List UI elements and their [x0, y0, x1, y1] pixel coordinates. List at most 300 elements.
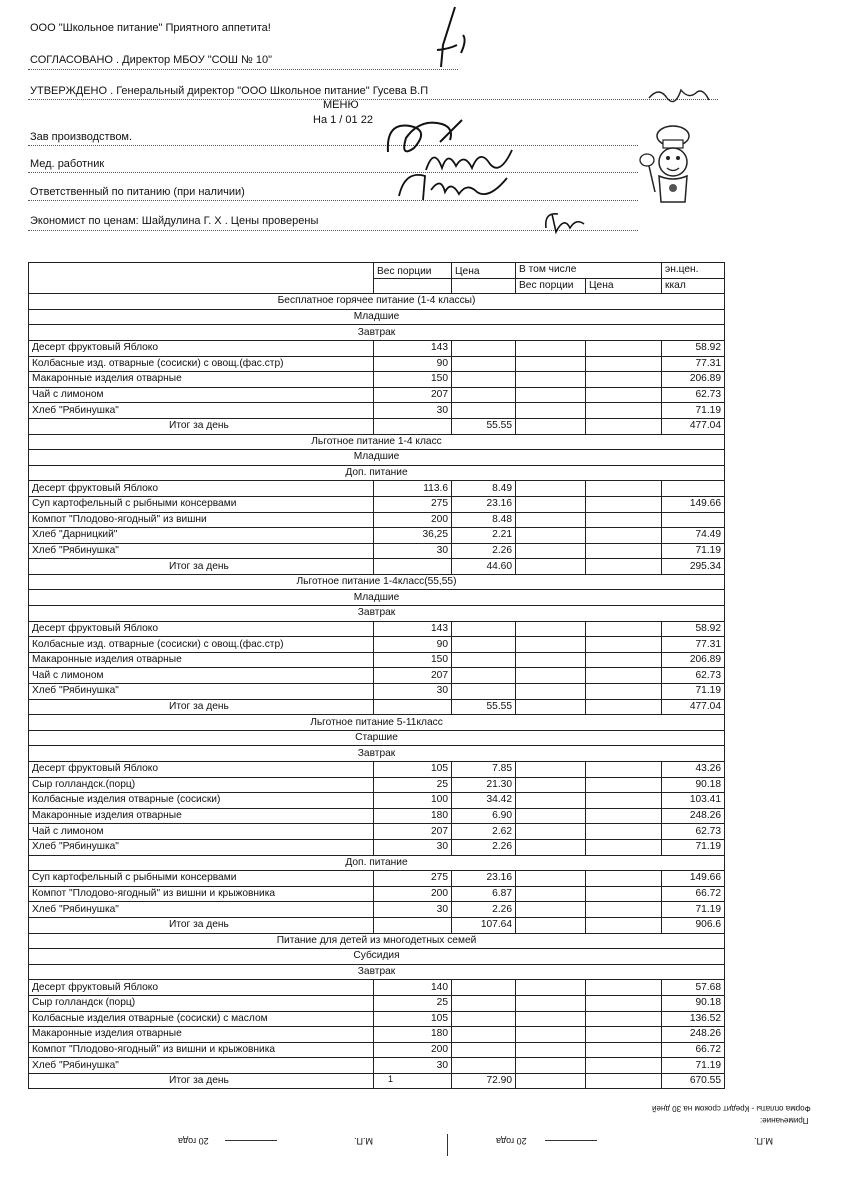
dish-weight: 143: [374, 340, 452, 356]
dish-weight: 207: [374, 387, 452, 403]
dish-price: [452, 652, 516, 668]
sub-weight-cell: [516, 543, 586, 559]
section-row: [29, 434, 725, 450]
section-row: [29, 325, 725, 341]
table-row: [29, 902, 725, 918]
sub-price-cell: [586, 839, 662, 855]
dish-name: Хлеб "Рябинушка": [29, 543, 374, 559]
sub-price-cell: [586, 1058, 662, 1074]
divider: [28, 69, 458, 70]
dish-price: 2.21: [452, 528, 516, 544]
dish-name: Хлеб "Рябинушка": [29, 839, 374, 855]
total-label: Итог за день: [29, 1073, 374, 1089]
table-row: [29, 403, 725, 419]
dish-price: [452, 637, 516, 653]
dish-weight: 207: [374, 668, 452, 684]
head-production-line: Зав производством.: [30, 131, 133, 143]
dish-kcal: 74.49: [662, 528, 725, 544]
sub-weight-cell: [516, 512, 586, 528]
dish-kcal: 58.92: [662, 340, 725, 356]
responsible-line: Ответственный по питанию (при наличии): [30, 186, 245, 198]
sub-weight-cell: [516, 699, 586, 715]
section-title: Льготное питание 5-11класс: [29, 715, 725, 731]
dish-weight: 200: [374, 1042, 452, 1058]
divider: [28, 172, 638, 173]
dish-price: [452, 372, 516, 388]
section-row: [29, 933, 725, 949]
dish-weight: 113.6: [374, 481, 452, 497]
sub-price-cell: [586, 762, 662, 778]
section-title: Завтрак: [29, 325, 725, 341]
sub-weight-cell: [516, 886, 586, 902]
sub-weight-cell: [516, 621, 586, 637]
dish-weight: 30: [374, 543, 452, 559]
sub-price-cell: [586, 372, 662, 388]
table-row: [29, 668, 725, 684]
dish-price: [452, 1058, 516, 1074]
signature-approved: [645, 80, 715, 110]
section-title: Старшие: [29, 730, 725, 746]
sub-weight-cell: [516, 995, 586, 1011]
total-row: [29, 699, 725, 715]
dish-price: 23.16: [452, 871, 516, 887]
table-row: [29, 1027, 725, 1043]
dish-weight: 105: [374, 1011, 452, 1027]
dish-price: 6.90: [452, 808, 516, 824]
year-right: 20 года: [496, 1136, 527, 1146]
section-title: Льготное питание 1-4 класс: [29, 434, 725, 450]
total-price: 55.55: [452, 418, 516, 434]
dish-kcal: 62.73: [662, 824, 725, 840]
dish-weight: 143: [374, 621, 452, 637]
dish-name: Колбасные изделия отварные (сосиски) с маслом: [29, 1011, 374, 1027]
dish-kcal: 77.31: [662, 637, 725, 653]
dish-name: Хлеб "Рябинушка": [29, 684, 374, 700]
total-price: 107.64: [452, 917, 516, 933]
header-sub-portion: Вес порции: [516, 278, 586, 294]
dish-price: [452, 1027, 516, 1043]
dish-weight: 30: [374, 1058, 452, 1074]
sub-price-cell: [586, 543, 662, 559]
sub-weight-cell: [516, 559, 586, 575]
total-row: [29, 1073, 725, 1089]
sub-weight-cell: [516, 980, 586, 996]
dish-name: Колбасные изд. отварные (сосиски) с овощ.(фас.стр): [29, 356, 374, 372]
total-label: Итог за день: [29, 699, 374, 715]
section-row: [29, 746, 725, 762]
dish-name: Суп картофельный с рыбными консервами: [29, 871, 374, 887]
section-title: Завтрак: [29, 964, 725, 980]
sub-price-cell: [586, 995, 662, 1011]
total-price: 44.60: [452, 559, 516, 575]
sub-price-cell: [586, 668, 662, 684]
signature-stroke: [415, 5, 485, 75]
chef-logo-icon: [625, 118, 705, 208]
table-row: [29, 637, 725, 653]
sub-price-cell: [586, 652, 662, 668]
note-label: Примечание:: [760, 1116, 809, 1125]
section-row: [29, 715, 725, 731]
sub-weight-cell: [516, 356, 586, 372]
dish-weight: 140: [374, 980, 452, 996]
dish-price: 8.48: [452, 512, 516, 528]
dish-kcal: 71.19: [662, 684, 725, 700]
dish-kcal: 149.66: [662, 496, 725, 512]
total-kcal: 906.6: [662, 917, 725, 933]
table-row: [29, 543, 725, 559]
menu-title: МЕНЮ: [323, 99, 359, 111]
sub-price-cell: [586, 1042, 662, 1058]
section-row: [29, 855, 725, 871]
dish-kcal: [662, 481, 725, 497]
section-title: Бесплатное горячее питание (1-4 классы): [29, 294, 725, 310]
stamp-left: М.П.: [354, 1136, 373, 1146]
sub-price-cell: [586, 902, 662, 918]
sub-weight-cell: [516, 340, 586, 356]
table-row: [29, 512, 725, 528]
table-row: [29, 356, 725, 372]
sub-weight-cell: [516, 652, 586, 668]
dish-price: [452, 684, 516, 700]
medic-line: Мед. работник: [30, 158, 105, 170]
economist-line: Экономист по ценам: Шайдулина Г. Х . Цены проверены: [30, 215, 319, 227]
dish-name: Макаронные изделия отварные: [29, 808, 374, 824]
dish-weight: 90: [374, 356, 452, 372]
sub-price-cell: [586, 403, 662, 419]
dish-name: Макаронные изделия отварные: [29, 652, 374, 668]
dish-kcal: 90.18: [662, 777, 725, 793]
dish-kcal: 66.72: [662, 886, 725, 902]
dish-kcal: 136.52: [662, 1011, 725, 1027]
dish-weight: 25: [374, 995, 452, 1011]
table-row: [29, 839, 725, 855]
sub-weight-cell: [516, 684, 586, 700]
weight-cell: [374, 917, 452, 933]
section-row: [29, 294, 725, 310]
divider: [28, 99, 718, 100]
dish-name: Макаронные изделия отварные: [29, 1027, 374, 1043]
header-portion-cont: [374, 278, 452, 294]
dish-name: Десерт фруктовый Яблоко: [29, 980, 374, 996]
dish-name: Десерт фруктовый Яблоко: [29, 621, 374, 637]
dish-price: 34.42: [452, 793, 516, 809]
dish-price: 7.85: [452, 762, 516, 778]
table-row: [29, 1011, 725, 1027]
sub-weight-cell: [516, 481, 586, 497]
section-title: Питание для детей из многодетных семей: [29, 933, 725, 949]
sub-price-cell: [586, 512, 662, 528]
total-row: [29, 418, 725, 434]
dish-kcal: [662, 512, 725, 528]
section-title: Младшие: [29, 450, 725, 466]
dish-name: Компот "Плодово-ягодный" из вишни и крыжовника: [29, 1042, 374, 1058]
header-portion: Вес порции: [374, 263, 452, 279]
table-row: [29, 621, 725, 637]
sub-price-cell: [586, 1027, 662, 1043]
note-text: Форма оплаты - Кредит сроком на 30 дней: [652, 1104, 811, 1113]
dish-name: Десерт фруктовый Яблоко: [29, 481, 374, 497]
table-row: [29, 684, 725, 700]
total-price: 72.90: [452, 1073, 516, 1089]
sub-price-cell: [586, 699, 662, 715]
dish-kcal: 149.66: [662, 871, 725, 887]
dish-weight: 275: [374, 871, 452, 887]
dish-name: Компот "Плодово-ягодный" из вишни и крыжовника: [29, 886, 374, 902]
approved-line: УТВЕРЖДЕНО . Генеральный директор "ООО Школьное питание" Гусева В.П: [30, 85, 429, 97]
dish-weight: 105: [374, 762, 452, 778]
sub-price-cell: [586, 684, 662, 700]
dish-price: 6.87: [452, 886, 516, 902]
dish-weight: 36,25: [374, 528, 452, 544]
section-title: Младшие: [29, 590, 725, 606]
company-line: ООО "Школьное питание" Приятного аппетита!: [30, 22, 271, 34]
signature-economist: [540, 206, 590, 236]
dish-name: Чай с лимоном: [29, 387, 374, 403]
sub-weight-cell: [516, 403, 586, 419]
sub-price-cell: [586, 496, 662, 512]
menu-date: На 1 / 01 22: [313, 114, 373, 126]
dish-kcal: 206.89: [662, 372, 725, 388]
table-row: [29, 808, 725, 824]
sub-weight-cell: [516, 418, 586, 434]
sub-weight-cell: [516, 1042, 586, 1058]
section-title: Завтрак: [29, 606, 725, 622]
dish-weight: 150: [374, 652, 452, 668]
dish-kcal: 71.19: [662, 839, 725, 855]
dish-kcal: 43.26: [662, 762, 725, 778]
table-row: [29, 528, 725, 544]
sub-weight-cell: [516, 1073, 586, 1089]
total-price: 55.55: [452, 699, 516, 715]
weight-cell: [374, 418, 452, 434]
dish-name: Колбасные изделия отварные (сосиски): [29, 793, 374, 809]
dish-price: [452, 980, 516, 996]
dish-weight: 30: [374, 684, 452, 700]
dish-weight: 180: [374, 808, 452, 824]
dish-kcal: 71.19: [662, 403, 725, 419]
dish-weight: 30: [374, 902, 452, 918]
dish-name: Чай с лимоном: [29, 824, 374, 840]
dish-kcal: 62.73: [662, 387, 725, 403]
page-number: 1: [388, 1074, 394, 1084]
dish-weight: 200: [374, 512, 452, 528]
sub-price-cell: [586, 793, 662, 809]
section-title: Младшие: [29, 309, 725, 325]
sub-price-cell: [586, 777, 662, 793]
table-row: [29, 886, 725, 902]
dish-kcal: 71.19: [662, 902, 725, 918]
table-row: [29, 1058, 725, 1074]
table-row: [29, 340, 725, 356]
dish-name: Хлеб "Дарницкий": [29, 528, 374, 544]
sub-price-cell: [586, 1011, 662, 1027]
section-title: Льготное питание 1-4класс(55,55): [29, 574, 725, 590]
total-label: Итог за день: [29, 559, 374, 575]
dish-weight: 180: [374, 1027, 452, 1043]
table-row: [29, 481, 725, 497]
dish-price: [452, 1011, 516, 1027]
menu-table: [28, 262, 725, 1089]
dish-kcal: 71.19: [662, 1058, 725, 1074]
dish-weight: 30: [374, 839, 452, 855]
dish-name: Сыр голландск.(порц): [29, 777, 374, 793]
header-sub-price: Цена: [586, 278, 662, 294]
dish-name: Колбасные изд. отварные (сосиски) с овощ.(фас.стр): [29, 637, 374, 653]
section-row: [29, 949, 725, 965]
dish-weight: 207: [374, 824, 452, 840]
sub-price-cell: [586, 481, 662, 497]
dish-weight: 200: [374, 886, 452, 902]
sub-price-cell: [586, 387, 662, 403]
dish-price: [452, 668, 516, 684]
dish-name: Хлеб "Рябинушка": [29, 1058, 374, 1074]
table-row: [29, 871, 725, 887]
dish-kcal: 248.26: [662, 1027, 725, 1043]
dish-kcal: 58.92: [662, 621, 725, 637]
divider: [28, 145, 638, 146]
section-title: Доп. питание: [29, 465, 725, 481]
weight-cell: [374, 1073, 452, 1089]
total-row: [29, 559, 725, 575]
dish-kcal: 77.31: [662, 356, 725, 372]
header-energy: эн.цен.: [662, 263, 725, 279]
sub-weight-cell: [516, 917, 586, 933]
dish-name: Хлеб "Рябинушка": [29, 403, 374, 419]
dish-kcal: 206.89: [662, 652, 725, 668]
section-row: [29, 964, 725, 980]
total-kcal: 295.34: [662, 559, 725, 575]
table-row: [29, 762, 725, 778]
total-kcal: 477.04: [662, 418, 725, 434]
sub-weight-cell: [516, 839, 586, 855]
table-row: [29, 1042, 725, 1058]
blank-line-left: [225, 1140, 277, 1141]
dish-weight: 30: [374, 403, 452, 419]
table-row: [29, 824, 725, 840]
section-row: [29, 465, 725, 481]
total-label: Итог за день: [29, 917, 374, 933]
dish-name: Хлеб "Рябинушка": [29, 902, 374, 918]
dish-price: [452, 403, 516, 419]
dish-name: Десерт фруктовый Яблоко: [29, 340, 374, 356]
sub-price-cell: [586, 637, 662, 653]
sub-price-cell: [586, 886, 662, 902]
dish-name: Сыр голландск (порц): [29, 995, 374, 1011]
sub-weight-cell: [516, 1011, 586, 1027]
table-row: [29, 777, 725, 793]
sub-weight-cell: [516, 762, 586, 778]
table-row: [29, 496, 725, 512]
header-price-cont: [452, 278, 516, 294]
sub-weight-cell: [516, 808, 586, 824]
blank-line-right: [545, 1140, 597, 1141]
dish-price: 21.30: [452, 777, 516, 793]
dish-name: Десерт фруктовый Яблоко: [29, 762, 374, 778]
dish-price: [452, 1042, 516, 1058]
dish-weight: 25: [374, 777, 452, 793]
dish-price: [452, 387, 516, 403]
stamp-right: М.П.: [754, 1136, 773, 1146]
dish-price: 2.26: [452, 543, 516, 559]
sub-weight-cell: [516, 824, 586, 840]
sub-weight-cell: [516, 1058, 586, 1074]
table-row: [29, 995, 725, 1011]
sub-weight-cell: [516, 793, 586, 809]
sub-price-cell: [586, 1073, 662, 1089]
total-kcal: 670.55: [662, 1073, 725, 1089]
weight-cell: [374, 559, 452, 575]
dish-name: Компот "Плодово-ягодный" из вишни: [29, 512, 374, 528]
sub-price-cell: [586, 917, 662, 933]
dish-price: 2.62: [452, 824, 516, 840]
table-row: [29, 652, 725, 668]
footer-divider: [447, 1134, 448, 1156]
dish-kcal: 248.26: [662, 808, 725, 824]
header-empty-cell: [29, 263, 374, 294]
table-row: [29, 793, 725, 809]
sub-weight-cell: [516, 637, 586, 653]
sub-weight-cell: [516, 496, 586, 512]
sub-weight-cell: [516, 777, 586, 793]
sub-weight-cell: [516, 902, 586, 918]
dish-weight: 100: [374, 793, 452, 809]
dish-price: [452, 356, 516, 372]
sub-price-cell: [586, 824, 662, 840]
agreed-line: СОГЛАСОВАНО . Директор МБОУ "СОШ № 10": [30, 54, 273, 66]
section-row: [29, 730, 725, 746]
dish-weight: 275: [374, 496, 452, 512]
dish-kcal: 103.41: [662, 793, 725, 809]
header-kcal: ккал: [662, 278, 725, 294]
total-kcal: 477.04: [662, 699, 725, 715]
dish-kcal: 90.18: [662, 995, 725, 1011]
dish-kcal: 66.72: [662, 1042, 725, 1058]
sub-price-cell: [586, 871, 662, 887]
header-price: Цена: [452, 263, 516, 279]
dish-price: [452, 995, 516, 1011]
sub-weight-cell: [516, 668, 586, 684]
section-title: Субсидия: [29, 949, 725, 965]
dish-name: Суп картофельный с рыбными консервами: [29, 496, 374, 512]
sub-price-cell: [586, 621, 662, 637]
dish-price: 2.26: [452, 902, 516, 918]
sub-weight-cell: [516, 528, 586, 544]
sub-weight-cell: [516, 387, 586, 403]
section-row: [29, 606, 725, 622]
dish-weight: 90: [374, 637, 452, 653]
dish-kcal: 62.73: [662, 668, 725, 684]
sub-price-cell: [586, 980, 662, 996]
sub-price-cell: [586, 340, 662, 356]
sub-price-cell: [586, 808, 662, 824]
dish-price: 23.16: [452, 496, 516, 512]
table-row: [29, 372, 725, 388]
section-row: [29, 450, 725, 466]
sub-weight-cell: [516, 372, 586, 388]
sub-price-cell: [586, 418, 662, 434]
year-left: 20 года: [178, 1136, 209, 1146]
dish-kcal: 71.19: [662, 543, 725, 559]
table-header-row: [29, 263, 725, 279]
dish-name: Макаронные изделия отварные: [29, 372, 374, 388]
sub-price-cell: [586, 528, 662, 544]
section-row: [29, 309, 725, 325]
total-label: Итог за день: [29, 418, 374, 434]
dish-kcal: 57.68: [662, 980, 725, 996]
dish-price: 2.26: [452, 839, 516, 855]
dish-price: [452, 340, 516, 356]
dish-price: 8.49: [452, 481, 516, 497]
